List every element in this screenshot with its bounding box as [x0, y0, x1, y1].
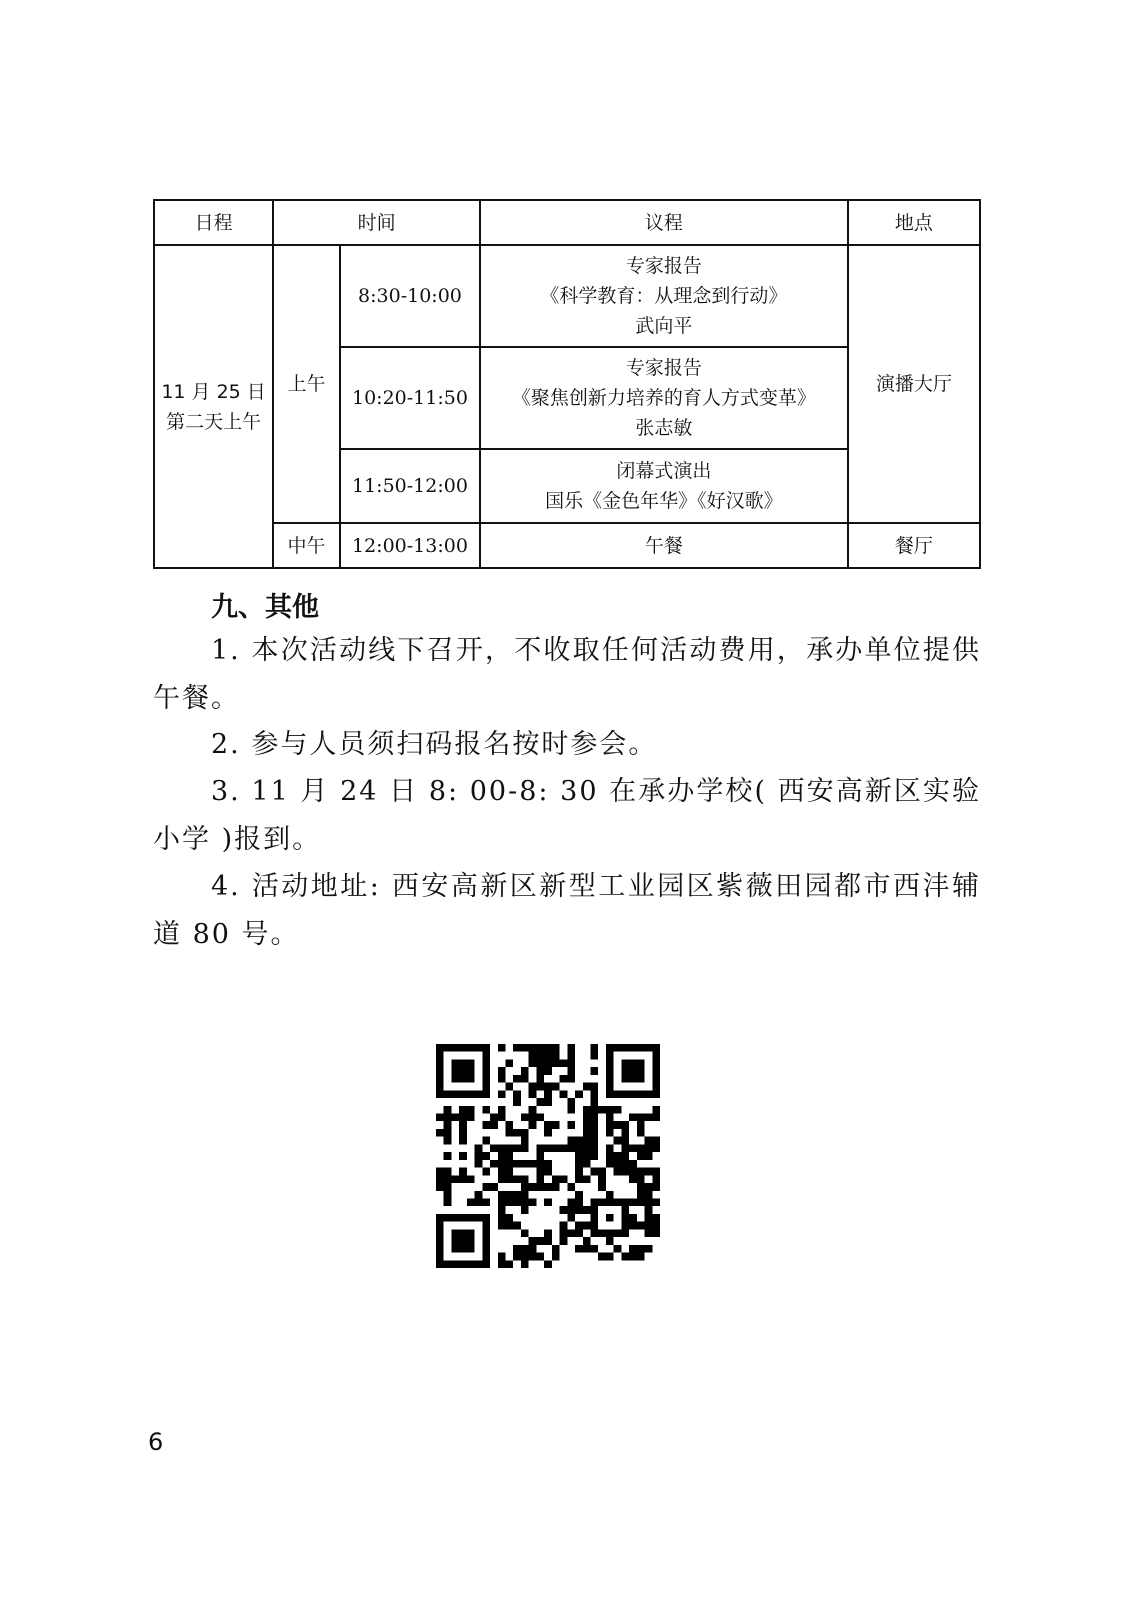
- table-header-row: [154, 200, 980, 245]
- agenda-type: 闭幕式演出: [616, 460, 712, 482]
- period-noon: 中午: [273, 523, 340, 568]
- agenda-cell: [480, 347, 848, 449]
- time-cell: 12:00-13:00: [340, 523, 480, 568]
- header-time: 时间: [273, 200, 480, 245]
- agenda-cell: [480, 449, 848, 523]
- header-location: 地点: [848, 200, 980, 245]
- section-heading: 九、其他: [211, 592, 319, 623]
- day-label: 第二天上午: [166, 410, 262, 433]
- agenda-speaker: 张志敏: [635, 417, 693, 439]
- table-row: [154, 245, 980, 347]
- agenda-title: 国乐《金色年华》《好汉歌》: [545, 490, 783, 512]
- header-day: 日程: [154, 200, 273, 245]
- day-cell: [154, 245, 273, 568]
- table-row: [154, 523, 980, 568]
- agenda-title: 《聚焦创新力培养的育人方式变革》: [511, 387, 816, 409]
- header-agenda: 议程: [480, 200, 848, 245]
- period-morning: 上午: [273, 245, 340, 523]
- agenda-type: 专家报告: [625, 357, 702, 379]
- agenda-cell: 午餐: [480, 523, 848, 568]
- agenda-type: 专家报告: [625, 255, 702, 277]
- note-item: 1. 本次活动线下召开，不收取任何活动费用，承办单位提供午餐。: [153, 635, 981, 714]
- time-cell: 11:50-12:00: [340, 449, 480, 523]
- day-date: 11 月 25 日: [161, 380, 266, 403]
- note-item: 4. 活动地址: 西安高新区新型工业园区紫薇田园都市西沣辅道 80 号。: [153, 871, 981, 950]
- agenda-title: 《科学教育：从理念到行动》: [540, 285, 788, 307]
- time-cell: 10:20-11:50: [340, 347, 480, 449]
- note-item: 3. 11 月 24 日 8: 00-8: 30 在承办学校( 西安高新区实验小学 )报到。: [153, 776, 981, 855]
- time-cell: 8:30-10:00: [340, 245, 480, 347]
- schedule-table: [153, 199, 981, 569]
- page-number: 6: [148, 1428, 164, 1456]
- location-cell: 餐厅: [848, 523, 980, 568]
- agenda-speaker: 武向平: [635, 315, 693, 337]
- note-item: 2. 参与人员须扫码报名按时参会。: [211, 729, 658, 760]
- location-cell: 演播大厅: [848, 245, 980, 523]
- agenda-cell: [480, 245, 848, 347]
- registration-qr-code[interactable]: [436, 1044, 660, 1268]
